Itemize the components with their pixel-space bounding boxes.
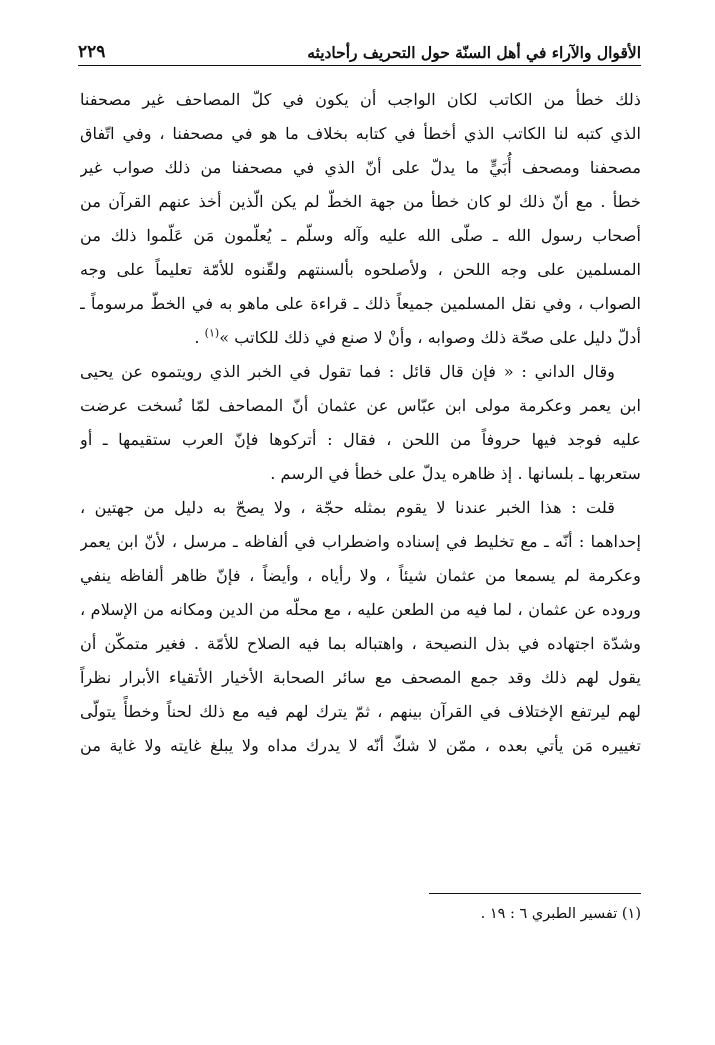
text-line-end: . <box>194 328 205 347</box>
text-line: تغييره مَن يأتي بعده ، ممّن لا شكّ أنّه لا يدرك مداه ولا يبلغ غايته ولا غاية من <box>80 736 641 755</box>
text-line: وروده عن عثمان ، لما فيه من الطعن عليه ، مع محلّه من الدين ومكانه من الإسلام ، <box>80 600 641 619</box>
text-line-body: أدلّ دليل على صحّة ذلك وصوابه ، وأنْ لا صنع في ذلك للكاتب » <box>219 328 641 347</box>
text-line: وقال الداني : « فإن قال قائل : فما تقول في الخبر الذي رويتموه عن يحيى <box>80 362 615 381</box>
text-line: الصواب ، وفي نقل المسلمين جميعاً ذلك ـ قراءة على ماهو به في الخطّ مرسوماً ـ <box>80 294 641 313</box>
text-line: ستعربها ـ بلسانها . إذ ظاهره يدلّ على خطأ في الرسم . <box>270 464 641 483</box>
body-text <box>80 82 641 762</box>
text-line: المسلمين على وجه اللحن ، ولأصلحوه بألسنتهم ولقّنوه للأمّة تعليماً على وجه <box>80 260 641 279</box>
text-line: مصحفنا ومصحف أُبَيٍّ ما يدلّ على أنّ الذي في مصحفنا من ذلك صواب غير <box>80 158 641 177</box>
footnote-reference[interactable]: (١) <box>204 326 220 340</box>
page-header <box>78 34 641 66</box>
text-line: وعكرمة لم يسمعا من عثمان شيئاً ، ولا رأياه ، وأيضاً ، فإنّ ظاهر ألفاظه ينفي <box>80 566 641 585</box>
text-line-with-footnote-ref <box>80 320 641 354</box>
text-line: الذي كتبه لنا الكاتب الذي أخطأ في كتابه بخلاف ما هو في مصحفنا ، وفي اتّفاق <box>80 124 641 143</box>
page-number: ٢٢٩ <box>78 42 106 62</box>
text-line: أصحاب رسول الله ـ صلّى الله عليه وآله وسلّم ـ يُعلّمون مَن عَلّموا ذلك من <box>80 226 641 245</box>
text-line: يقول لهم ذلك وقد جمع المصحف مع سائر الصحابة الأخيار الأتقياء الأبرار نظراً <box>80 668 641 687</box>
text-line: قلت : هذا الخبر عندنا لا يقوم بمثله حجّة ، ولا يصحّ به دليل من جهتين ، <box>80 498 615 517</box>
text-line: خطأ . مع أنّ ذلك لو كان خطأ من جهة الخطّ لم يكن الّذين أخذ عنهم القرآن من <box>80 192 641 211</box>
text-line: لهم ليرتفع الإختلاف في القرآن بينهم ، ثمّ يترك لهم فيه مع ذلك لحناً وخطأً يتولّى <box>80 702 641 721</box>
text-line: ابن يعمر وعكرمة مولى ابن عبّاس عن عثمان أنّ المصاحف لمّا نُسخت عرضت <box>80 396 641 415</box>
running-title: الأقوال والآراء في أهل السنّة حول التحريف رأحاديثه <box>307 43 641 62</box>
footnote: (١) تفسير الطبري ٦ : ١٩ . <box>480 906 641 922</box>
text-line: وشدّة اجتهاده في بذل النصيحة ، واهتباله بما فيه الصلاح للأمّة . فغير متمكّن أن <box>80 634 641 653</box>
text-line: ذلك خطأ من الكاتب لكان الواجب أن يكون في كلّ المصاحف غير مصحفنا <box>80 90 641 109</box>
text-line: عليه فوجد فيها حروفاً من اللحن ، فقال : أتركوها فإنّ العرب ستقيمها ـ أو <box>80 430 641 449</box>
text-line: إحداهما : أنّه ـ مع تخليط في إسناده واضطراب في ألفاظه ـ مرسل ، لأنّ ابن يعمر <box>80 532 641 551</box>
footnote-divider <box>429 893 641 894</box>
